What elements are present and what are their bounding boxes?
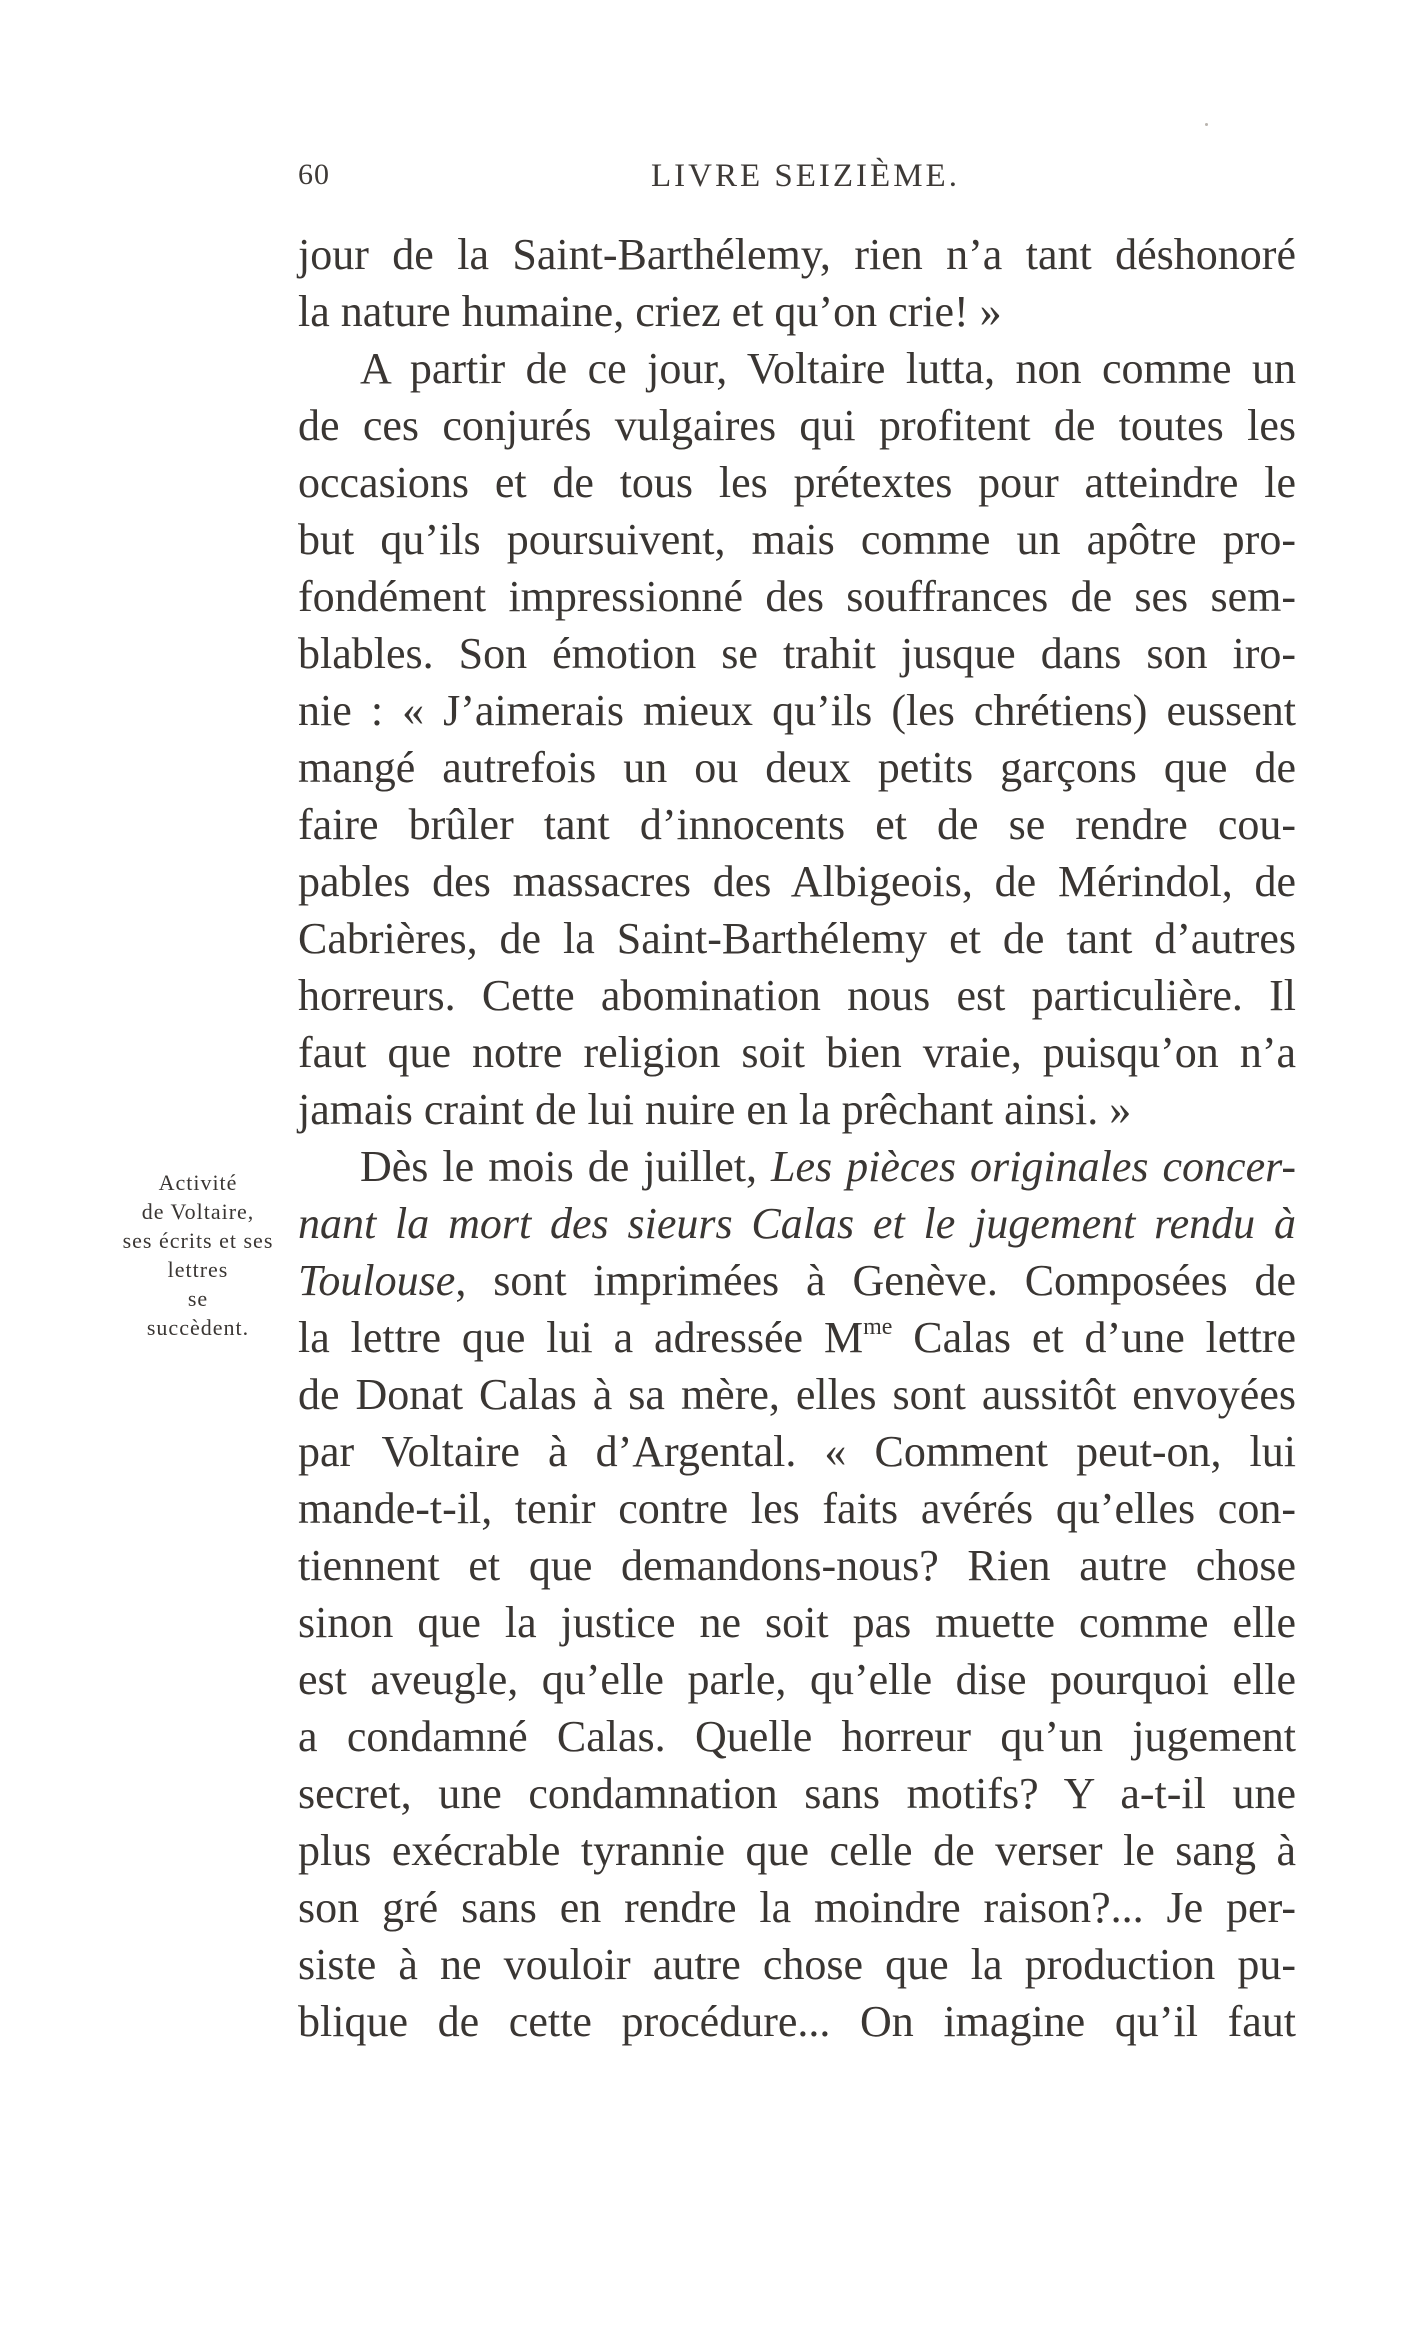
text-run: , sont imprimées à Genève. Composées de xyxy=(455,1256,1296,1305)
margin-note-line: se xyxy=(187,1286,209,1311)
body-text xyxy=(298,226,1296,2050)
text-line: de Donat Calas à sa mère, elles sont aussitôt envoyées xyxy=(298,1370,1296,1419)
margin-note-line: ses écrits et ses xyxy=(122,1228,274,1253)
text-line: secret, une condamnation sans motifs? Y a-t-il une xyxy=(298,1769,1296,1818)
text-line: mande-t-il, tenir contre les faits avérés qu’elles con- xyxy=(298,1484,1296,1533)
text-line: sinon que la justice ne soit pas muette comme elle xyxy=(298,1598,1296,1647)
text-line: fondément impressionné des souffrances de ses sem- xyxy=(298,572,1296,621)
superscript: me xyxy=(863,1314,893,1340)
text-line: blique de cette procédure... On imagine qu’il faut xyxy=(298,1997,1296,2046)
text-line: tiennent et que demandons-nous? Rien autre chose xyxy=(298,1541,1296,1590)
title-italic: Les pièces originales concer- xyxy=(770,1142,1296,1191)
text-line: blables. Son émotion se trahit jusque dans son iro- xyxy=(298,629,1296,678)
running-title: LIVRE SEIZIÈME. xyxy=(651,158,960,194)
text-line: est aveugle, qu’elle parle, qu’elle dise pourquoi elle xyxy=(298,1655,1296,1704)
text-line: mangé autrefois un ou deux petits garçons que de xyxy=(298,743,1296,792)
text-line: nie : « J’aimerais mieux qu’ils (les chrétiens) eussent xyxy=(298,686,1296,735)
text-line xyxy=(298,1138,1296,1195)
text-line: de ces conjurés vulgaires qui profitent de toutes les xyxy=(298,401,1296,450)
text-line: occasions et de tous les prétextes pour atteindre le xyxy=(298,458,1296,507)
text-line: par Voltaire à d’Argental. « Comment peut-on, lui xyxy=(298,1427,1296,1476)
text-line xyxy=(298,1309,1296,1366)
text-line: jamais craint de lui nuire en la prêchant ainsi. » xyxy=(298,1085,1132,1134)
title-italic: nant la mort des sieurs Calas et le jugement rendu à xyxy=(298,1199,1296,1248)
margin-note-line: de Voltaire, xyxy=(141,1199,255,1224)
text-line: Cabrières, de la Saint-Barthélemy et de tant d’autres xyxy=(298,914,1296,963)
title-italic: Toulouse xyxy=(298,1256,456,1305)
text-run: la lettre que lui a adressée M xyxy=(298,1313,864,1362)
text-line: siste à ne vouloir autre chose que la production pu- xyxy=(298,1940,1296,1989)
text-line xyxy=(298,1252,1296,1309)
text-line xyxy=(298,1195,1296,1252)
text-line: son gré sans en rendre la moindre raison?... Je per- xyxy=(298,1883,1296,1932)
margin-note-line: Activité xyxy=(158,1170,238,1195)
text-line: faut que notre religion soit bien vraie, puisqu’on n’a xyxy=(298,1028,1296,1077)
page-header xyxy=(298,150,1298,200)
text-run: Calas et d’une lettre xyxy=(892,1313,1296,1362)
text-line: A partir de ce jour, Voltaire lutta, non comme un xyxy=(360,344,1296,393)
margin-note-line: succèdent. xyxy=(146,1315,250,1340)
text-line: la nature humaine, criez et qu’on crie! » xyxy=(298,287,1002,336)
text-run: Dès le mois de juillet, xyxy=(360,1142,771,1191)
text-line: jour de la Saint-Barthélemy, rien n’a tant déshonoré xyxy=(298,230,1296,279)
margin-note xyxy=(118,1168,278,1342)
text-line: pables des massacres des Albigeois, de Mérindol, de xyxy=(298,857,1296,906)
text-line: plus exécrable tyrannie que celle de verser le sang à xyxy=(298,1826,1296,1875)
text-line: horreurs. Cette abomination nous est particulière. Il xyxy=(298,971,1296,1020)
text-line: faire brûler tant d’innocents et de se rendre cou- xyxy=(298,800,1296,849)
text-line: but qu’ils poursuivent, mais comme un apôtre pro- xyxy=(298,515,1296,564)
paper-speck xyxy=(1205,123,1208,126)
page-number: 60 xyxy=(298,158,330,191)
margin-note-line: lettres xyxy=(167,1257,229,1282)
text-line: a condamné Calas. Quelle horreur qu’un jugement xyxy=(298,1712,1296,1761)
